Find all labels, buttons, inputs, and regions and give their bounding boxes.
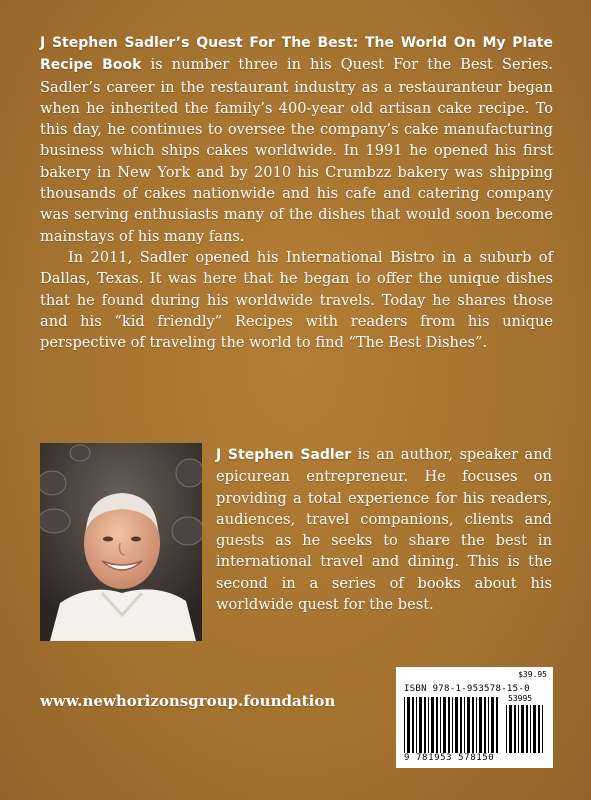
barcode-bar: [538, 705, 540, 753]
barcode-bar: [518, 705, 519, 753]
author-name: J Stephen Sadler: [216, 447, 352, 463]
barcode-bar: [436, 697, 438, 753]
barcode-bar: [533, 705, 536, 753]
barcode-bar: [521, 705, 524, 753]
barcode-bar: [424, 697, 426, 753]
ean-digits: 9 781953 578150: [404, 753, 495, 763]
book-description: [40, 32, 553, 353]
ean-barcode-bars: [404, 697, 502, 753]
barcode-bar: [419, 697, 422, 753]
author-bio-text: is an author, speaker and epicurean entrepreneur. He focuses on providing a total experience for his readers, audiences, travel companions, clients and guests as he seeks to share the best in international travel and dining. This is the second in a series of books about his worldwide quest for the best.: [216, 446, 552, 614]
publisher-url[interactable]: www.newhorizonsgroup.foundation: [40, 692, 336, 710]
book-title: J Stephen Sadler’s Quest For The Best: The World On My Plate Recipe Book: [40, 35, 553, 74]
addon-number: 53995: [508, 694, 533, 703]
barcode-bar: [514, 705, 516, 753]
description-paragraph-1-text: is number three in his Quest For the Best Series. Sadler’s career in the restaurant industry as a restauranteur began when he inherited the family’s 400-year old artisan cake recipe. To this day, he continues to oversee the company’s cake manufacturing business which ships cakes worldwide. In 1991 he opened his first bakery in New York and by 2010 his Crumbzz bakery was shipping thousands of cakes nationwide and his cafe and catering company was serving enthusiasts many of the dishes that would soon become mainstays of his many fans.: [40, 56, 553, 245]
barcode-bar: [506, 705, 507, 753]
barcode-bar: [542, 705, 543, 753]
barcode-bar: [452, 697, 453, 753]
barcode-bar: [455, 697, 458, 753]
addon-barcode-bars: [506, 705, 546, 753]
barcode-bar: [407, 697, 410, 753]
barcode-bar: [448, 697, 450, 753]
barcode-bar: [479, 697, 482, 753]
barcode-bar: [416, 697, 417, 753]
barcode-bar: [491, 697, 494, 753]
author-photo-image: [40, 443, 202, 641]
isbn-barcode: [396, 667, 553, 768]
barcode-bar: [472, 697, 474, 753]
barcode-bar: [460, 697, 462, 753]
barcode-bar: [443, 697, 446, 753]
author-bio: [216, 444, 552, 615]
description-paragraph-2: In 2011, Sadler opened his International Bistro in a suburb of Dallas, Texas. It was here that he began to offer the unique dishes that he found during his worldwide travels. Today he shares those and his “kid friendly” Recipes with readers from his unique perspective of traveling the world to find “The Best Dishes”.: [40, 248, 553, 352]
barcode-bar: [530, 705, 531, 753]
author-photo: [40, 443, 202, 641]
barcode-bar: [526, 705, 528, 753]
isbn-label: ISBN 978-1-953578-15-0: [404, 684, 530, 694]
barcode-bar: [428, 697, 429, 753]
barcode-bar: [467, 697, 470, 753]
barcode-bar: [488, 697, 489, 753]
description-paragraph-1: [40, 32, 553, 247]
barcode-bar: [404, 697, 405, 753]
barcode-bar: [496, 697, 498, 753]
barcode-bar: [509, 705, 512, 753]
barcode-bar: [431, 697, 434, 753]
barcode-bar: [476, 697, 477, 753]
price-label: $39.95: [518, 670, 547, 679]
barcode-bar: [440, 697, 441, 753]
barcode-bar: [412, 697, 414, 753]
barcode-bar: [464, 697, 465, 753]
barcode-bar: [484, 697, 486, 753]
